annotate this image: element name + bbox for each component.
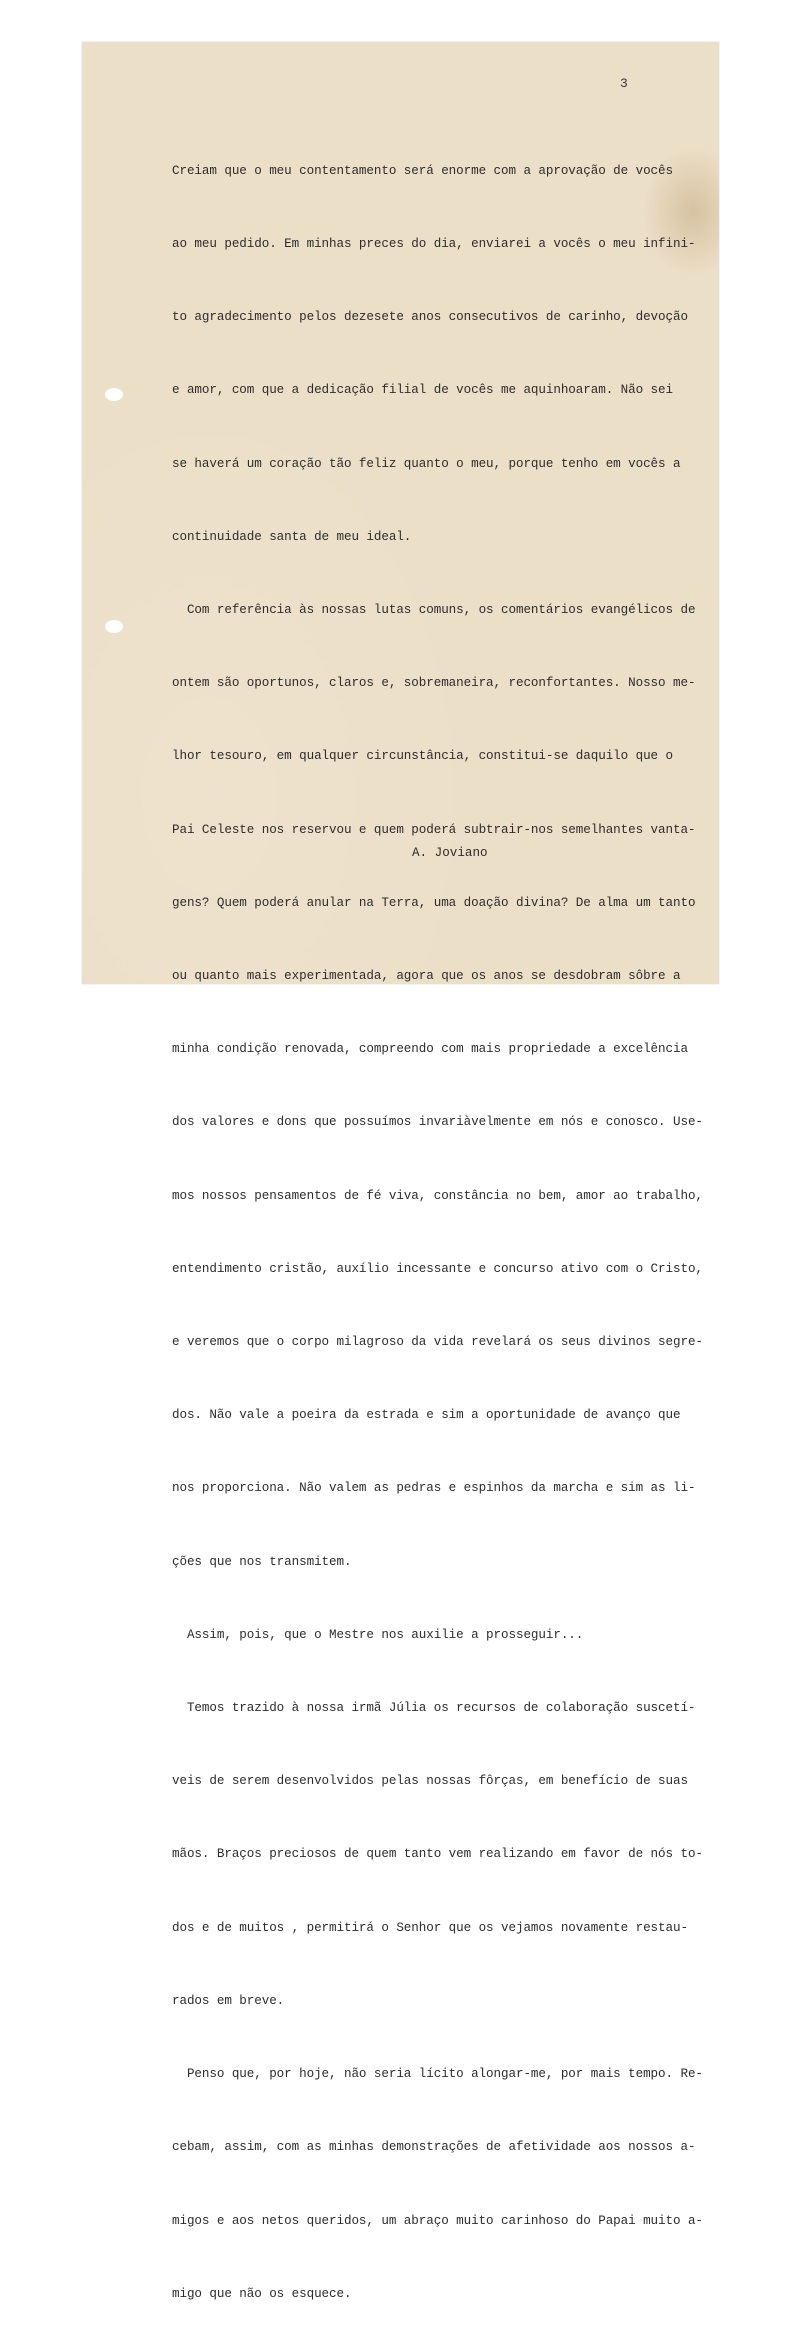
text-line: ontem são oportunos, claros e, sobremaneira, reconfortantes. Nosso me-	[172, 676, 696, 691]
text-line: ou quanto mais experimentada, agora que os anos se desdobram sôbre a	[172, 969, 681, 984]
page-number: 3	[620, 76, 628, 91]
text-line: continuidade santa de meu ideal.	[172, 529, 412, 544]
text-line: Creiam que o meu contentamento será enorme com a aprovação de vocês	[172, 163, 673, 178]
text-line: to agradecimento pelos dezesete anos consecutivos de carinho, devoção	[172, 310, 688, 325]
text-line: veis de serem desenvolvidos pelas nossas fôrças, em benefício de suas	[172, 1774, 688, 1789]
text-line: nos proporciona. Não valem as pedras e espinhos da marcha e sim as li-	[172, 1481, 696, 1496]
text-line: dos e de muitos , permitirá o Senhor que os vejamos novamente restau-	[172, 1920, 688, 1935]
text-line: mos nossos pensamentos de fé viva, constância no bem, amor ao trabalho,	[172, 1188, 703, 1203]
text-line: Pai Celeste nos reservou e quem poderá subtrair-nos semelhantes vanta-	[172, 822, 696, 837]
text-line: migos e aos netos queridos, um abraço muito carinhoso do Papai muito a-	[172, 2213, 703, 2228]
text-line: Penso que, por hoje, não seria lícito alongar-me, por mais tempo. Re-	[172, 2067, 703, 2082]
text-line: mãos. Braços preciosos de quem tanto vem realizando em favor de nós to-	[172, 1847, 703, 1862]
punch-hole	[105, 388, 123, 401]
letter-body	[172, 110, 712, 2331]
text-line: dos valores e dons que possuímos invariàvelmente em nós e conosco. Use-	[172, 1115, 703, 1130]
text-line: e veremos que o corpo milagroso da vida revelará os seus divinos segre-	[172, 1335, 703, 1350]
punch-hole	[105, 620, 123, 633]
text-line: Com referência às nossas lutas comuns, os comentários evangélicos de	[172, 603, 696, 618]
text-line: gens? Quem poderá anular na Terra, uma doação divina? De alma um tanto	[172, 895, 696, 910]
text-line: rados em breve.	[172, 1993, 285, 2008]
text-line: ções que nos transmitem.	[172, 1554, 352, 1569]
text-line: e amor, com que a dedicação filial de vocês me aquinhoaram. Não sei	[172, 383, 673, 398]
text-line: se haverá um coração tão feliz quanto o meu, porque tenho em vocês a	[172, 456, 681, 471]
text-line: minha condição renovada, compreendo com mais propriedade a excelência	[172, 1042, 688, 1057]
text-line: entendimento cristão, auxílio incessante e concurso ativo com o Cristo,	[172, 1261, 703, 1276]
text-line: ao meu pedido. Em minhas preces do dia, enviarei a vocês o meu infini-	[172, 237, 696, 252]
text-line: Assim, pois, que o Mestre nos auxilie a prosseguir...	[172, 1627, 584, 1642]
signature: A. Joviano	[412, 846, 488, 860]
text-line: dos. Não vale a poeira da estrada e sim a oportunidade de avanço que	[172, 1408, 681, 1423]
text-line: cebam, assim, com as minhas demonstrações de afetividade aos nossos a-	[172, 2140, 696, 2155]
text-line: Temos trazido à nossa irmã Júlia os recursos de colaboração suscetí-	[172, 1701, 696, 1716]
text-line: migo que não os esquece.	[172, 2286, 352, 2301]
text-line: lhor tesouro, em qualquer circunstância, constitui-se daquilo que o	[172, 749, 673, 764]
